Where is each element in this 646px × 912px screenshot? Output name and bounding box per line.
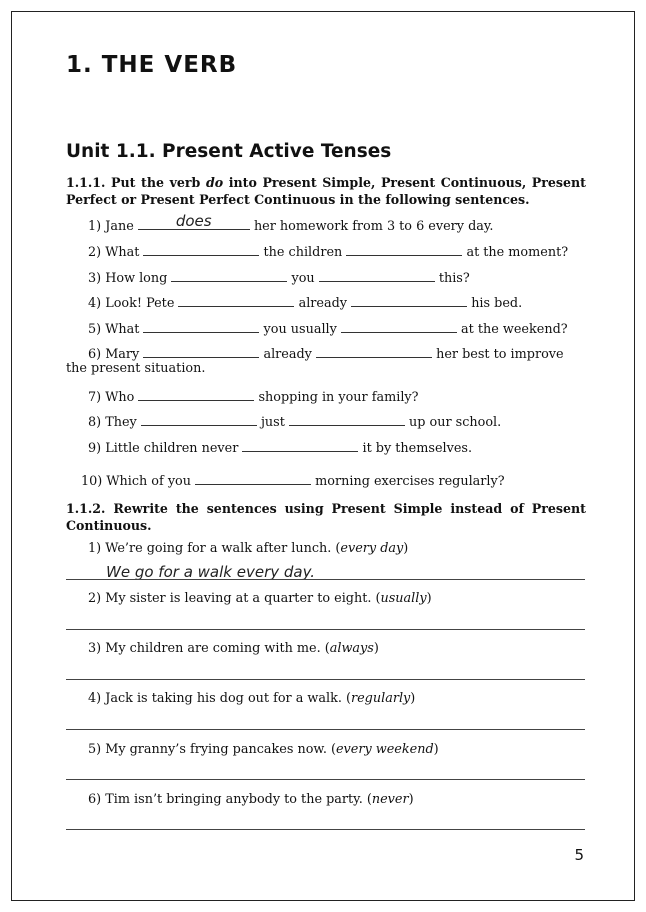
answer-blank[interactable] (351, 293, 467, 307)
handwritten-answer: We go for a walk every day. (106, 563, 316, 581)
answer-blank[interactable] (242, 438, 358, 452)
list-item: 9) Little children never it by themselves. (88, 438, 472, 456)
answer-blank[interactable] (171, 268, 287, 282)
target-verb: do (205, 175, 224, 190)
hint: regularly (350, 691, 411, 706)
answer-blank[interactable] (138, 212, 250, 230)
hint: always (329, 641, 374, 656)
list-item: 5) My granny’s frying pancakes now. (every weekend) (88, 742, 439, 757)
answer-blank[interactable] (143, 319, 259, 333)
page-number: 5 (574, 846, 584, 864)
answer-line[interactable] (66, 779, 585, 780)
list-item: 10) Which of you morning exercises regularly? (81, 471, 505, 489)
answer-blank[interactable] (195, 471, 311, 485)
answer-blank[interactable] (143, 242, 259, 256)
answer-blank[interactable] (341, 319, 457, 333)
hint: every day (340, 541, 404, 556)
answer-blank[interactable] (346, 242, 462, 256)
answer-blank[interactable] (319, 268, 435, 282)
hint: usually (380, 591, 427, 606)
answer-line[interactable] (66, 729, 585, 730)
list-item: 7) Who shopping in your family? (88, 387, 419, 405)
exercise-number: 1.1.2. (66, 501, 106, 516)
answer-line[interactable] (66, 679, 585, 680)
list-item: 3) How long you this? (88, 268, 470, 286)
handwritten-answer: does (175, 212, 212, 230)
hint: never (371, 792, 409, 807)
list-item: 6) Tim isn’t bringing anybody to the party. (never) (88, 792, 414, 807)
answer-line[interactable] (66, 829, 585, 830)
list-item: 1) We’re going for a walk after lunch. (every day) (88, 541, 409, 556)
answer-blank[interactable] (316, 344, 432, 358)
list-item: 4) Look! Pete already his bed. (88, 293, 522, 311)
exercise-1-instructions: 1.1.1. Put the verb do into Present Simple, Present Continuous, Present Perfect or Present Perfect Continuous in the following sentences. (66, 175, 587, 207)
unit-title: Unit 1.1. Present Active Tenses (66, 141, 392, 162)
list-item: 4) Jack is taking his dog out for a walk. (regularly) (88, 691, 416, 706)
answer-blank[interactable] (138, 387, 254, 401)
exercise-2-instructions: 1.1.2. Rewrite the sentences using Present Simple instead of Present Continuous. (66, 501, 586, 533)
answer-blank[interactable] (178, 293, 294, 307)
answer-blank[interactable] (141, 412, 257, 426)
list-item: 6) Mary already her best to improve (88, 344, 564, 362)
list-item: 2) My sister is leaving at a quarter to eight. (usually) (88, 591, 432, 606)
list-item-continuation: the present situation. (66, 361, 206, 376)
list-item: 1) Jane does her homework from 3 to 6 every day. (88, 212, 494, 234)
list-item: 8) They just up our school. (88, 412, 501, 430)
answer-line[interactable] (66, 579, 585, 580)
list-item: 3) My children are coming with me. (always) (88, 641, 379, 656)
hint: every weekend (335, 742, 434, 757)
chapter-title: 1. THE VERB (66, 52, 238, 78)
answer-line[interactable] (66, 629, 585, 630)
list-item: 2) What the children at the moment? (88, 242, 568, 260)
answer-blank[interactable] (289, 412, 405, 426)
exercise-number: 1.1.1. (66, 175, 106, 190)
list-item: 5) What you usually at the weekend? (88, 319, 568, 337)
answer-blank[interactable] (143, 344, 259, 358)
